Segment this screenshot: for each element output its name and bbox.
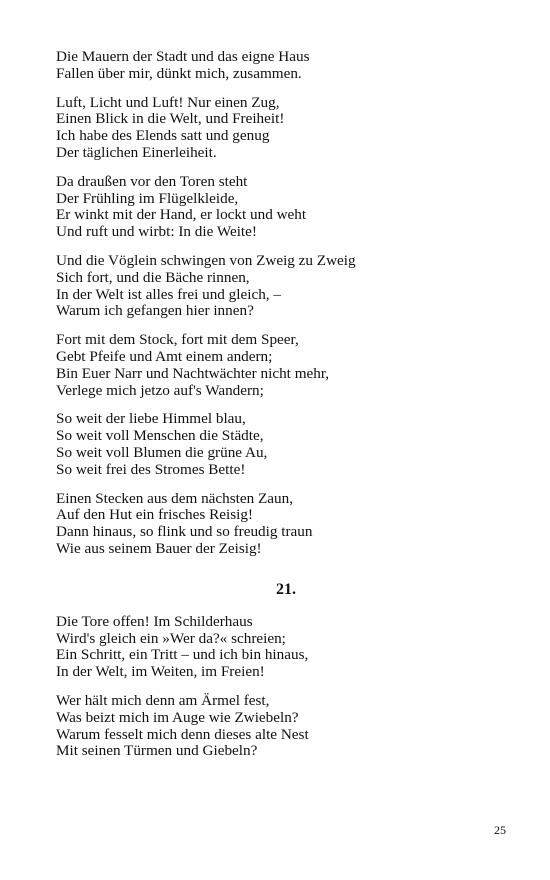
verse-line: Einen Stecken aus dem nächsten Zaun, bbox=[56, 489, 294, 507]
verse-line: Dann hinaus, so flink und so freudig traun bbox=[56, 523, 313, 541]
verse-line: Er winkt mit der Hand, er lockt und weht bbox=[56, 206, 307, 224]
verse-line: Ich habe des Elends satt und genug bbox=[56, 127, 270, 145]
stanza bbox=[56, 174, 516, 241]
verse-line: So weit voll Blumen die grüne Au, bbox=[56, 443, 268, 461]
verse-line: Da draußen vor den Toren steht bbox=[56, 172, 248, 190]
verse-line: Ein Schritt, ein Tritt – und ich bin hinaus, bbox=[56, 646, 309, 664]
verse-line: Bin Euer Narr und Nachtwächter nicht mehr, bbox=[56, 364, 330, 382]
verse-line: Sich fort, und die Bäche rinnen, bbox=[56, 268, 250, 286]
verse-line: Der täglichen Einerleiheit. bbox=[56, 143, 217, 161]
stanza bbox=[56, 49, 516, 83]
stanza bbox=[56, 693, 516, 760]
stanza bbox=[56, 491, 516, 558]
verse-line: Luft, Licht und Luft! Nur einen Zug, bbox=[56, 93, 280, 111]
verse-line: Wird's gleich ein »Wer da?« schreien; bbox=[56, 629, 286, 647]
poem-number-heading: 21. bbox=[276, 580, 296, 598]
stanza bbox=[56, 332, 516, 399]
verse-line: Gebt Pfeife und Amt einem andern; bbox=[56, 347, 273, 365]
page-number: 25 bbox=[494, 823, 506, 837]
verse-line: Warum ich gefangen hier innen? bbox=[56, 302, 254, 320]
verse-line: So weit der liebe Himmel blau, bbox=[56, 410, 246, 428]
verse-line: Fort mit dem Stock, fort mit dem Speer, bbox=[56, 331, 299, 349]
verse-line: In der Welt, im Weiten, im Freien! bbox=[56, 663, 265, 681]
verse-line: Wie aus seinem Bauer der Zeisig! bbox=[56, 539, 262, 557]
verse-line: Einen Blick in die Welt, und Freiheit! bbox=[56, 110, 285, 128]
verse-line: Der Frühling im Flügelkleide, bbox=[56, 189, 239, 207]
verse-line: Warum fesselt mich denn dieses alte Nest bbox=[56, 725, 309, 743]
page-body bbox=[56, 49, 516, 772]
verse-line: Die Mauern der Stadt und das eigne Haus bbox=[56, 48, 310, 65]
verse-line: Und ruft und wirbt: In die Weite! bbox=[56, 223, 257, 241]
verse-line: Auf den Hut ein frisches Reisig! bbox=[56, 506, 253, 524]
verse-line: Verlege mich jetzo auf's Wandern; bbox=[56, 381, 264, 399]
verse-line: So weit voll Menschen die Städte, bbox=[56, 427, 264, 445]
poem-21 bbox=[56, 614, 516, 760]
verse-line: So weit frei des Stromes Bette! bbox=[56, 460, 246, 478]
verse-line: Wer hält mich denn am Ärmel fest, bbox=[56, 691, 270, 709]
verse-line: Fallen über mir, dünkt mich, zusammen. bbox=[56, 64, 302, 82]
verse-line: Die Tore offen! Im Schilderhaus bbox=[56, 612, 253, 630]
poem-continued bbox=[56, 49, 516, 558]
stanza bbox=[56, 253, 516, 320]
stanza bbox=[56, 411, 516, 478]
verse-line: Was beizt mich im Auge wie Zwiebeln? bbox=[56, 708, 299, 726]
verse-line: In der Welt ist alles frei und gleich, – bbox=[56, 285, 281, 303]
verse-line: Mit seinen Türmen und Giebeln? bbox=[56, 742, 258, 760]
stanza bbox=[56, 614, 516, 681]
verse-line: Und die Vöglein schwingen von Zweig zu Zweig bbox=[56, 251, 356, 269]
stanza bbox=[56, 95, 516, 162]
